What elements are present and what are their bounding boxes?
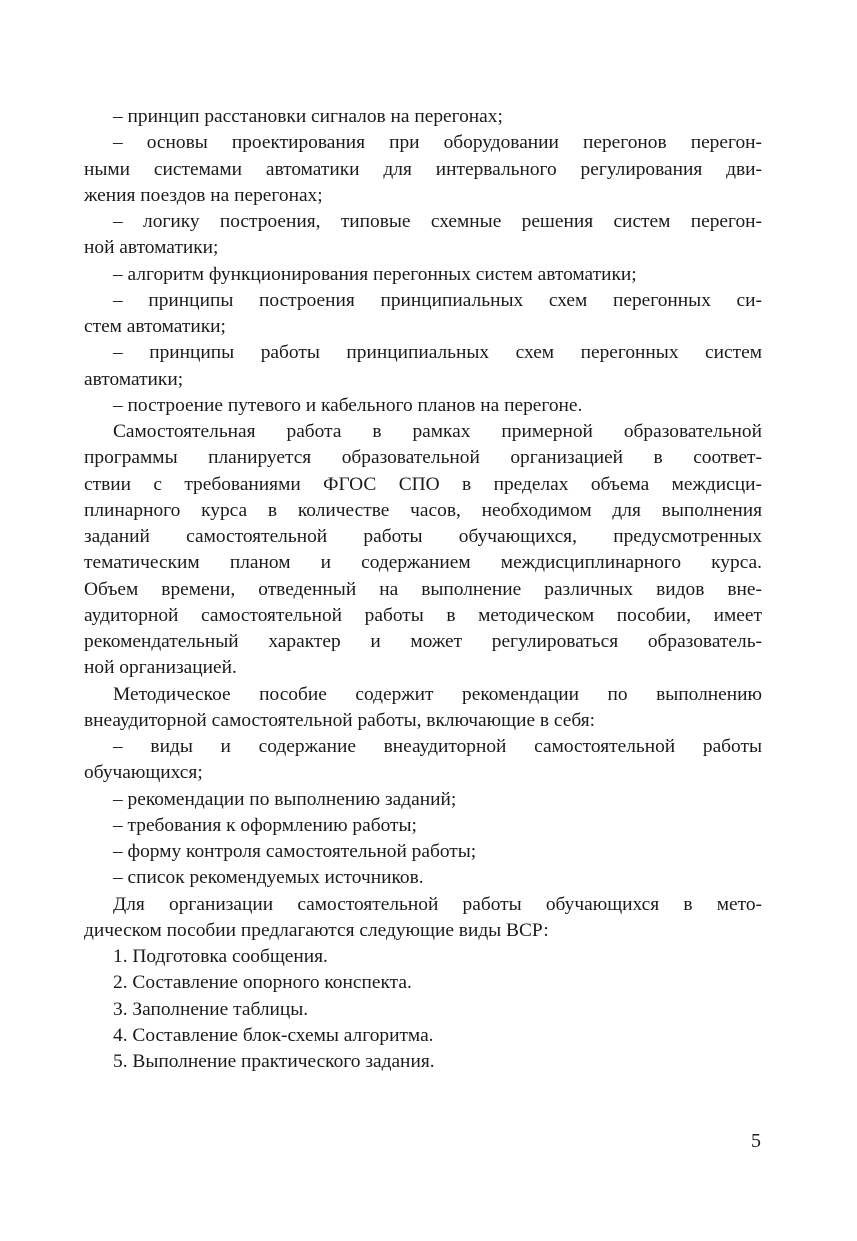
text-line: рекомендательный характер и может регулироваться образователь- (84, 631, 762, 652)
numbered-item-3: 3. Заполнение таблицы. (113, 998, 309, 1020)
body-text (84, 104, 762, 1075)
paragraph-independent-work: Самостоятельная работа в рамках примерной образовательной (113, 421, 762, 442)
list-item-formatting: – требования к оформлению работы; (113, 814, 417, 836)
page-number: 5 (751, 1130, 761, 1152)
text-line: ствии с требованиями ФГОС СПО в пределах объема междисци- (84, 473, 762, 495)
numbered-item-4: 4. Составление блок-схемы алгоритма. (113, 1024, 434, 1046)
text-line: программы планируется образовательной организацией в соответ- (84, 447, 762, 469)
text-line: внеаудиторной самостоятельной работы, включающие в себя: (84, 709, 596, 731)
list-item-types: – виды и содержание внеаудиторной самостоятельной работы (113, 736, 762, 757)
text-line: заданий самостоятельной работы обучающихся, предусмотренных (84, 526, 762, 547)
text-line: ной автоматики; (84, 237, 219, 259)
text-line: жения поездов на перегонах; (84, 184, 323, 206)
list-item-plans: – построение путевого и кабельного планов на перегоне. (113, 394, 583, 416)
paragraph-vsr-types: Для организации самостоятельной работы обучающихся в мето- (113, 893, 762, 915)
list-item-sources: – список рекомендуемых источников. (113, 867, 424, 889)
numbered-item-5: 5. Выполнение практического задания. (113, 1051, 435, 1072)
text-line: стем автоматики; (84, 316, 226, 337)
numbered-item-2: 2. Составление опорного конспекта. (113, 972, 412, 994)
paragraph-manual-contents: Методическое пособие содержит рекомендации по выполнению (113, 683, 762, 705)
text-line: обучающихся; (84, 762, 203, 784)
list-item-algorithm: – алгоритм функционирования перегонных систем автоматики; (113, 263, 637, 285)
text-line: ной организацией. (84, 657, 237, 679)
text-line: ными системами автоматики для интервального регулирования дви- (84, 158, 762, 180)
text-line: автоматики; (84, 368, 184, 390)
text-line: тематическим планом и содержанием междисциплинарного курса. (84, 552, 762, 574)
text-line: плинарного курса в количестве часов, необходимом для выполнения (84, 499, 762, 521)
text-line: аудиторной самостоятельной работы в методическом пособии, имеет (84, 604, 762, 626)
list-item-principles-construction: – принципы построения принципиальных схем перегонных си- (113, 289, 762, 311)
list-item-control-form: – форму контроля самостоятельной работы; (113, 841, 477, 862)
numbered-item-1: 1. Подготовка сообщения. (113, 946, 328, 967)
list-item-recommendations: – рекомендации по выполнению заданий; (113, 788, 457, 810)
text-line: дическом пособии предлагаются следующие виды ВСР: (84, 919, 549, 941)
list-item-logic: – логику построения, типовые схемные решения систем перегон- (113, 211, 762, 232)
text-line: Объем времени, отведенный на выполнение различных видов вне- (84, 578, 762, 600)
list-item-principles-operation: – принципы работы принципиальных схем перегонных систем (113, 342, 762, 364)
list-item-signals: – принцип расстановки сигналов на перегонах; (113, 106, 503, 127)
list-item-design: – основы проектирования при оборудовании перегонов перегон- (113, 132, 762, 154)
